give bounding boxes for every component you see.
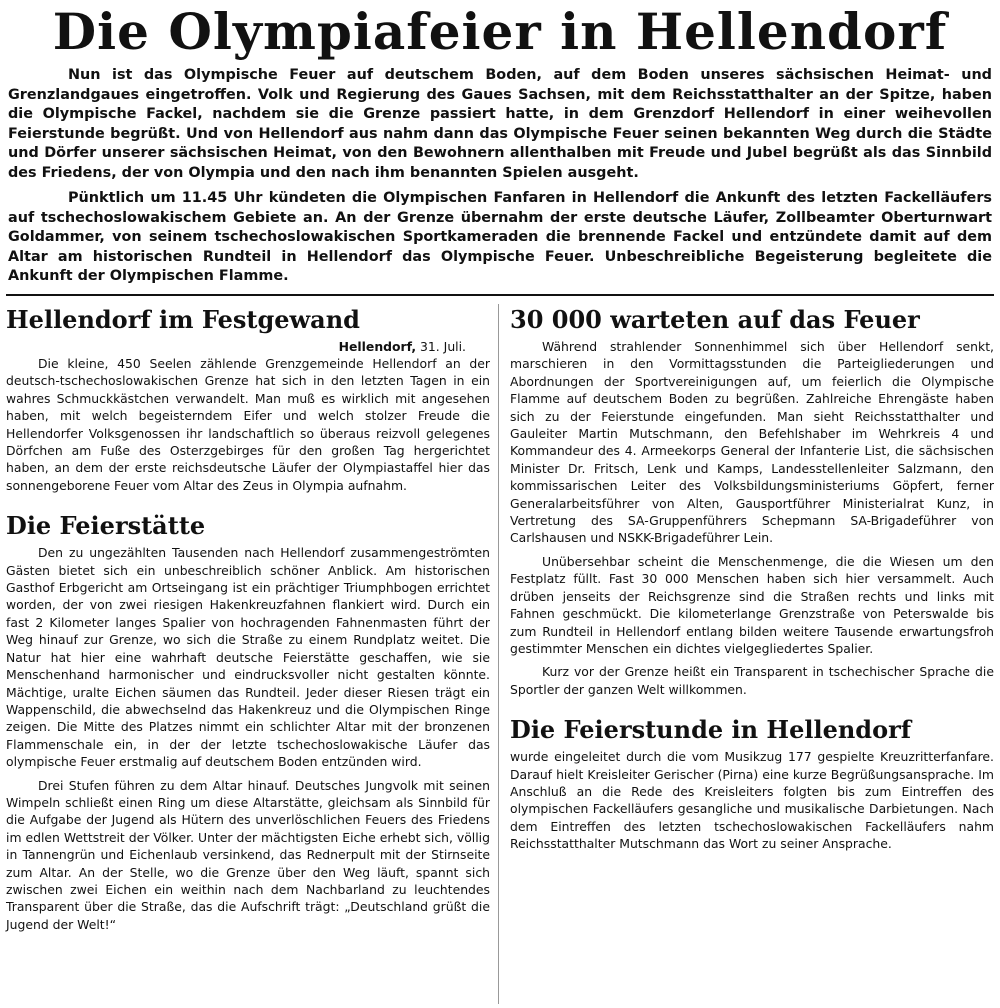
section-heading: Hellendorf im Festgewand	[6, 305, 360, 334]
article-paragraph: Während strahlender Sonnenhimmel sich über Hellendorf senkt, marschieren in den Vormittagsstunden die Parteigliederungen und Abordnungen der Sportvereinigungen auf, um feierlich die Olympische Flamme auf deutschem Boden zu begrüßen. Zahlreiche Ehrengäste haben sich zu der Feierstunde eingefunden. Man sieht Reichsstatthalter und Gauleiter Martin Mutschmann, den Befehlshaber im Wehrkreis 4 und Kommandeur des 4. Armeekorps General der Infanterie List, die sächsischen Minister Dr. Fritsch, Lenk und Kamps, Landesstellenleiter Salzmann, den kommissarischen Leiter des Volksbildungsministeriums Göpfert, ferner Generalarbeitsführer von Alten, Gausportführer Ministerialrat Kunz, in Vertretung des SA-Gruppenführers Schepmann SA-Brigadeführer von Carlshausen und NSKK-Brigadeführer Lein.	[510, 339, 994, 546]
right-column	[510, 304, 994, 884]
spacer	[510, 704, 994, 714]
section-heading: Die Feierstätte	[6, 511, 206, 541]
section-heading: Die Feierstunde in Hellendorf	[510, 715, 912, 745]
article-paragraph: Den zu ungezählten Tausenden nach Hellendorf zusammengeströmten Gästen bietet sich ein unbeschreiblich schöner Anblick. Am historischen Gasthof Erbgericht am Ortseingang ist ein prächtiger Triumphbogen errichtet worden, der von zwei riesigen Hakenkreuzfahnen flankiert wird. Durch ein fast 2 Kilometer langes Spalier von hochragenden Fahnenmasten führt der Weg hinauf zur Grenze, wo sich die Straße zu einem Rundplatz weitet. Die Natur hat hier eine wahrhaft deutsche Feierstätte geschaffen, wie sie Menschenhand harmonischer und eindrucksvoller nicht gestalten könnte. Mächtige, uralte Eichen säumen das Rundteil. Jeder dieser Riesen trägt ein Wappenschild, die abwechselnd das Hakenkreuz und die Olympischen Ringe zeigen. Die Mitte des Platzes nimmt ein schlichter Altar mit der bronzenen Flammenschale ein, in der der letzte tschechoslowakische Läufer das olympische Feuer erstmalig auf deutschem Boden entzünden wird.	[6, 545, 490, 770]
dateline	[6, 338, 466, 355]
column-divider	[498, 304, 499, 1004]
spacer	[6, 500, 490, 510]
dateline-date: 31. Juli.	[420, 339, 466, 354]
article-paragraph: Die kleine, 450 Seelen zählende Grenzgemeinde Hellendorf an der deutsch-tschechoslowakischen Grenze hat sich in den letzten Tagen in ein wahres Schmuckkästchen verwandelt. Man muß es wirklich mit angesehen haben, mit welch begeisterndem Eifer und welch stolzer Freude die Hellendorfer Volksgenossen ihr landschaftlich so überaus reizvoll gelegenes Dörfchen am Fuße des Osterzgebirges für den großen Tag hergerichtet haben, an dem der erste reichsdeutsche Läufer der Olympiastaffel hier das sonnengeborene Feuer vom Altar des Zeus in Olympia aufnahm.	[6, 356, 490, 493]
section-heading: 30 000 warteten auf das Feuer	[510, 305, 920, 334]
lead-paragraph: Pünktlich um 11.45 Uhr kündeten die Olympischen Fanfaren in Hellendorf die Ankunft des letzten Fackelläufers auf tschechoslowakischem Gebiete an. An der Grenze übernahm der erste deutsche Läufer, Zollbeamter Oberturnwart Goldammer, von seinem tschechoslowakischen Sportkameraden die brennende Fackel und entzündete damit auf dem Altar am historischen Rundteil in Hellendorf das Olympische Feuer. Unbeschreibliche Begeisterung begleitete die Ankunft der Olympischen Flamme.	[8, 190, 992, 284]
article-paragraph: Kurz vor der Grenze heißt ein Transparent in tschechischer Sprache die Sportler der ganzen Welt willkommen.	[510, 664, 994, 697]
lead-paragraph: Nun ist das Olympische Feuer auf deutschem Boden, auf dem Boden unseres sächsischen Heimat- und Grenzlandgaues eingetroffen. Volk und Regierung des Gaues Sachsen, mit dem Reichsstatthalter an der Spitze, haben die Olympische Fackel, nachdem sie die Grenze passiert hatte, in dem Grenzdorf Hellendorf in einer weihevollen Feierstunde begrüßt. Und von Hellendorf aus nahm dann das Olympische Feuer seinen bekannten Weg durch die Städte und Dörfer unserer sächsischen Heimat, von den Bewohnern allenthalben mit Freude und Jubel begrüßt als das Sinnbild des Friedens, der von Olympia und den nach ihm benannten Spielen ausgeht.	[8, 67, 992, 181]
article-paragraph: Unübersehbar scheint die Menschenmenge, die die Wiesen um den Festplatz füllt. Fast 30 000 Menschen haben sich hier versammelt. Auch drüben jenseits der Reichsgrenze sind die Straßen rechts und links mit Fahnen geschmückt. Die kilometerlange Grenzstraße von Peterswalde bis zum Rundteil in Hellendorf entlang bilden weitere Tausende erwartungsfroh gestimmter Menschen ein dichtes vielgegliedertes Spalier.	[510, 553, 994, 656]
dateline-place: Hellendorf,	[338, 339, 417, 354]
lead-section	[8, 66, 992, 293]
horizontal-rule	[6, 294, 994, 296]
article-paragraph: wurde eingeleitet durch die vom Musikzug 177 gespielte Kreuzritterfanfare. Darauf hielt Kreisleiter Gerischer (Pirna) eine kurze Begrüßungsansprache. Im Anschluß an die Rede des Kreisleiters folgten bis zum Eintreffen des olympischen Fackelläufers gesangliche und musikalische Darbietungen. Nach dem Eintreffen des letzten tschechoslowakischen Fackelläufers nahm Reichsstatthalter Mutschmann das Wort zu seiner Ansprache.	[510, 749, 994, 852]
article-paragraph: Drei Stufen führen zu dem Altar hinauf. Deutsches Jungvolk mit seinen Wimpeln schließt einen Ring um diese Altarstätte, gleichsam als Sinnbild für die Aufgabe der Jugend als Hütern des unverlöschlichen Feuers des Friedens im edlen Wettstreit der Völker. Unter der mächtigsten Eiche erhebt sich, völlig in Tannengrün und Eichenlaub versinkend, das Rednerpult mit der Stirnseite zum Altar. An der Stelle, wo die Grenze über den Weg läuft, spannt sich zwischen zwei Eichen ein weithin nach dem Nachbarland zu leuchtendes Transparent über die Straße, das die Aufschrift trägt: „Deutschland grüßt die Jugend der Welt!“	[6, 777, 490, 932]
page-headline: Die Olympiafeier in Hellendorf	[52, 2, 948, 61]
left-column	[6, 304, 490, 1004]
